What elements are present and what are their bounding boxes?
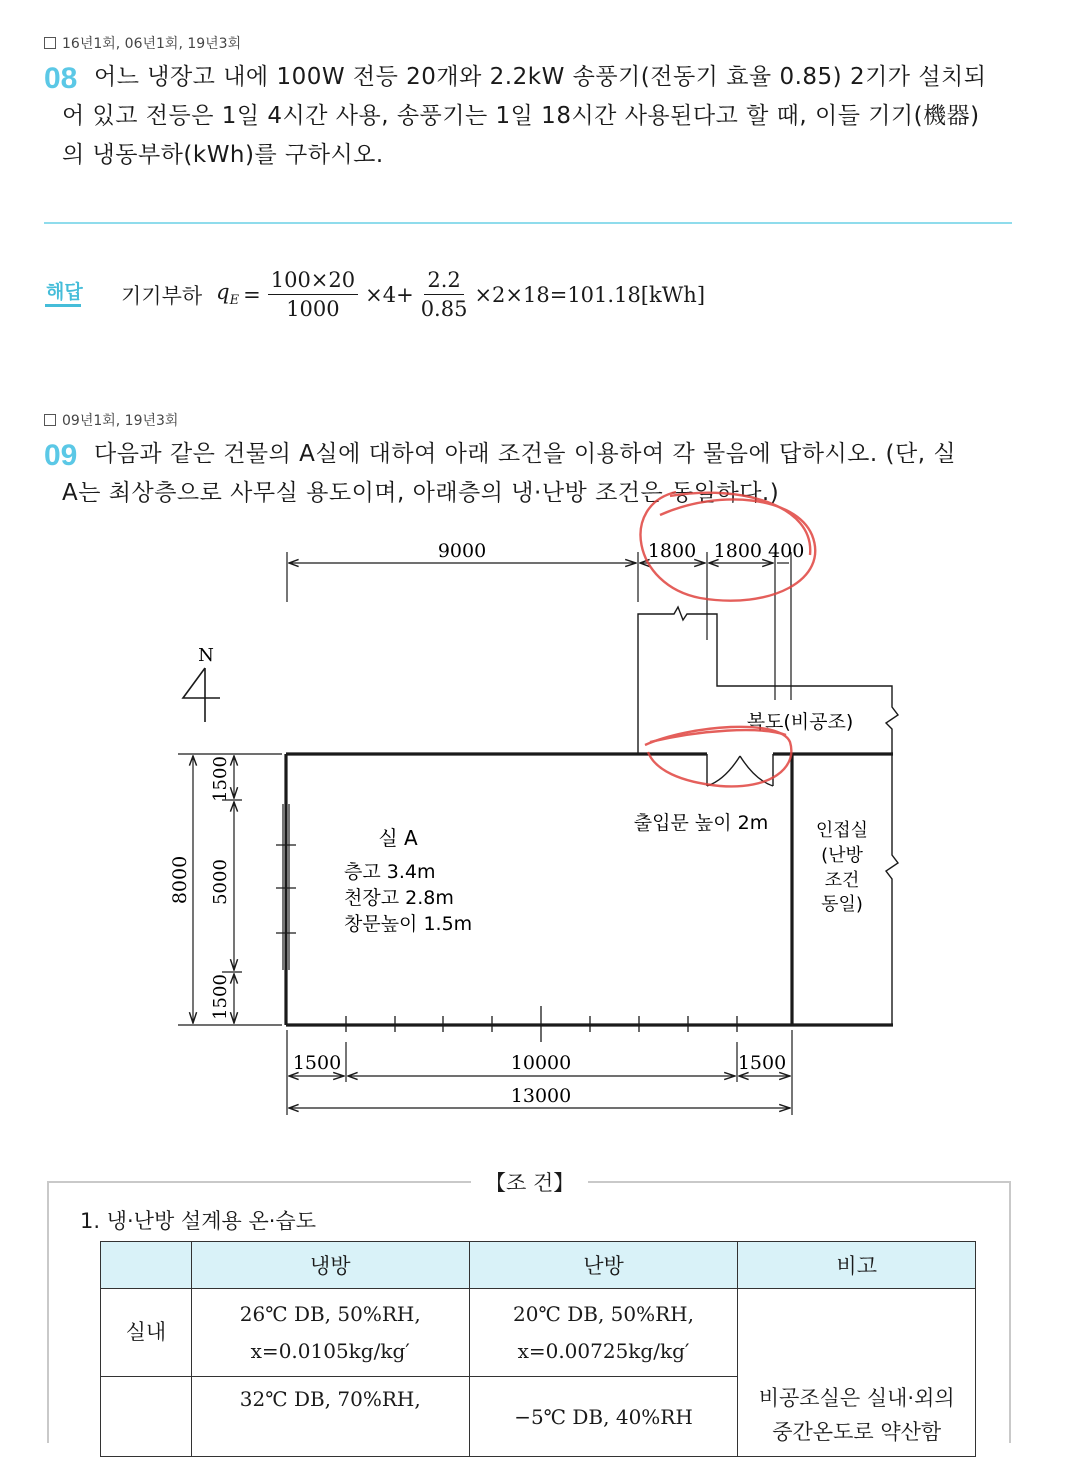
q9-line-1: 다음과 같은 건물의 A실에 대하여 아래 조건을 이용하여 각 물음에 답하시오. (단, 실 <box>94 441 957 467</box>
indoor-cooling: 26℃ DB, 50%RH, x=0.0105kg/kg′ <box>191 1289 469 1377</box>
dim-top-left: 9000 <box>437 540 487 562</box>
top-dimensions <box>287 552 791 700</box>
row-label-outdoor <box>101 1377 192 1457</box>
row-label-indoor: 실내 <box>101 1289 192 1377</box>
adjacent-line-4: 동일) <box>821 894 863 915</box>
indoor-heating: 20℃ DB, 50%RH, x=0.00725kg/kg′ <box>469 1289 738 1377</box>
red-circle-annotation-door <box>645 727 791 787</box>
dim-left-total: 8000 <box>169 855 191 905</box>
dim-bottom-part-1: 1500 <box>292 1052 342 1074</box>
room-name: 실 A <box>378 826 418 850</box>
dim-left-part-1: 1500 <box>210 756 231 802</box>
adjacent-line-1: 인접실 <box>815 820 869 841</box>
answer-mid: ×4+ <box>365 282 414 307</box>
note-cell: 비공조실은 실내·외의 중간온도로 약산함 <box>738 1289 976 1457</box>
dim-left-part-2: 5000 <box>210 859 231 905</box>
q9-source: 09년1회, 19년3회 <box>62 413 179 429</box>
adjacent-line-3: 조건 <box>824 870 860 891</box>
corridor-label: 복도(비공조) <box>746 711 854 733</box>
dim-bottom-part-2: 10000 <box>510 1052 572 1074</box>
room-spec-3: 창문높이 1.5m <box>344 913 473 935</box>
dim-top-right: 1800 400 <box>713 540 805 562</box>
svg-text:N: N <box>198 645 214 666</box>
room-spec-1: 층고 3.4m <box>344 861 436 883</box>
q8-line-1: 어느 냉장고 내에 100W 전등 20개와 2.2kW 송풍기(전동기 효율 0.85) 2기가 설치되 <box>94 64 987 90</box>
answer-label: 기기부하 <box>121 283 203 308</box>
dim-bottom-total: 13000 <box>510 1085 572 1107</box>
header-blank <box>101 1242 192 1289</box>
dim-bottom-part-3: 1500 <box>737 1052 787 1074</box>
table-header-row <box>101 1242 976 1289</box>
design-conditions-table <box>100 1241 976 1457</box>
conditions-item-1: 1. 냉·난방 설계용 온·습도 <box>80 1209 316 1233</box>
dim-left-part-3: 1500 <box>210 974 231 1020</box>
answer-tag: 해답 <box>46 281 83 303</box>
north-arrow-icon <box>183 645 220 722</box>
room-spec-2: 천장고 2.8m <box>344 887 454 909</box>
fraction-1: $\frac{100\times 20}{1000}$ <box>268 266 358 323</box>
fraction-2: $\frac{2.2}{0.85}$ <box>420 268 468 321</box>
q8-line-2: 어 있고 전등은 1일 4시간 사용, 송풍기는 1일 18시간 사용된다고 할 때, 이들 기기(機器) <box>62 103 980 129</box>
dim-top-mid: 1800 <box>647 540 697 562</box>
q8-line-3: 의 냉동부하(kWh)를 구하시오. <box>62 142 384 168</box>
adjacent-line-2: (난방 <box>821 845 863 866</box>
outdoor-cooling: 32℃ DB, 70%RH, <box>191 1377 469 1457</box>
table-row <box>101 1289 976 1377</box>
q9-number: 09 <box>44 439 78 472</box>
q9-line-2: A는 최상층으로 사무실 용도이며, 아래층의 냉·난방 조건은 동일하다.) <box>62 480 780 506</box>
q8-source: 16년1회, 06년1회, 19년3회 <box>62 36 242 52</box>
outdoor-heating: −5℃ DB, 40%RH <box>469 1377 738 1457</box>
answer-tail: ×2×18=101.18[kWh] <box>474 282 706 307</box>
door-label: 출입문 높이 2m <box>633 812 769 834</box>
header-note: 비고 <box>738 1242 976 1289</box>
conditions-title: 【조 건】 <box>471 1167 588 1197</box>
header-heating: 난방 <box>469 1242 738 1289</box>
adjacent-room-break <box>886 754 898 1025</box>
q8-number: 08 <box>44 62 78 95</box>
header-cooling: 냉방 <box>191 1242 469 1289</box>
answer-var: $q_E$ <box>216 280 240 309</box>
answer-eq: = <box>243 282 261 307</box>
